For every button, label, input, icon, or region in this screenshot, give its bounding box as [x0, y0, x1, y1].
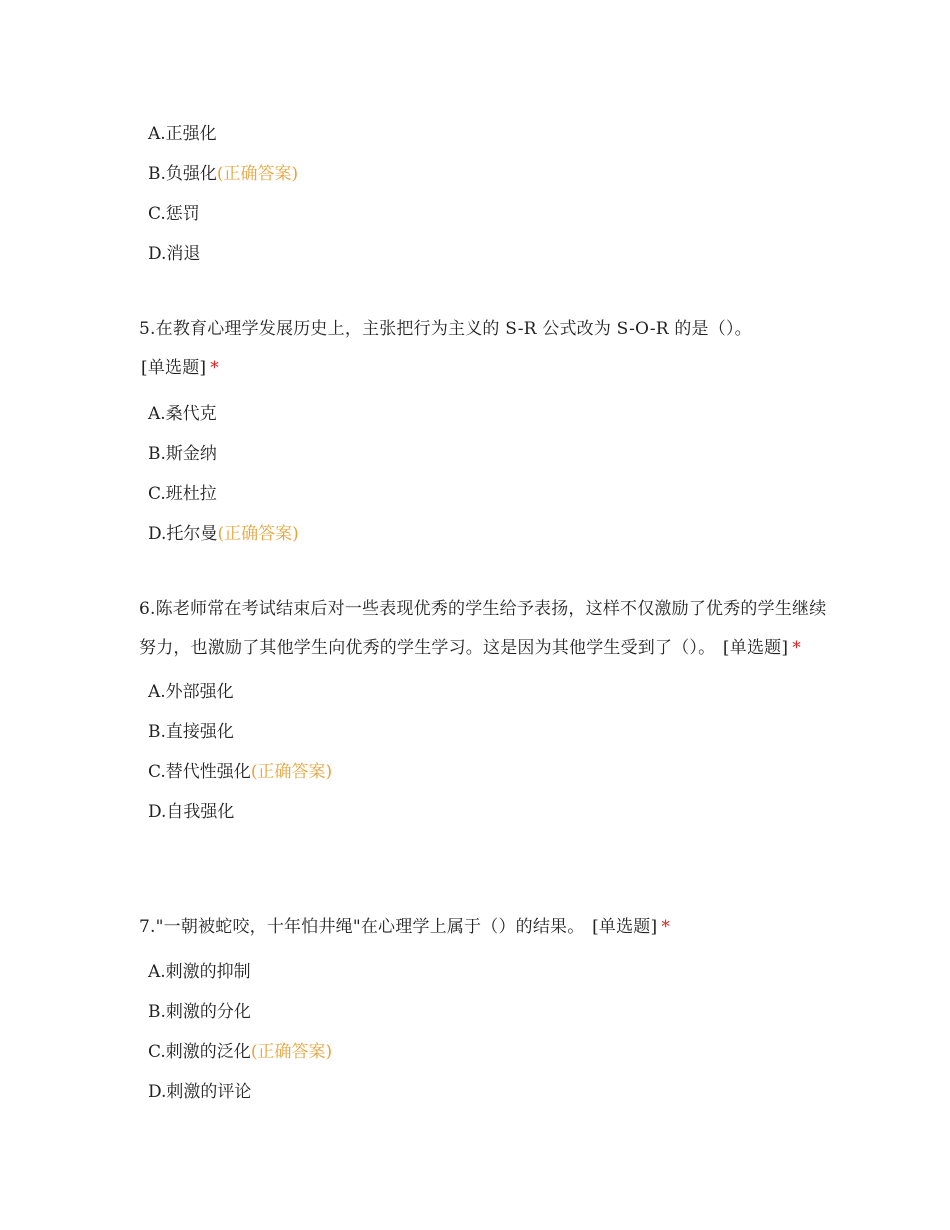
option-label: C.替代性强化 [148, 762, 251, 782]
option-label: C.惩罚 [148, 204, 200, 224]
option-c [0, 1032, 950, 1072]
question-7-title [139, 908, 829, 947]
option-a [0, 394, 950, 434]
required-mark: * [661, 917, 671, 937]
option-label: A.桑代克 [148, 404, 217, 424]
correct-answer-mark: (正确答案) [250, 1042, 333, 1062]
option-label: A.刺激的抑制 [148, 962, 251, 982]
question-type: [单选题] [141, 358, 207, 378]
question-5-title [139, 310, 829, 388]
option-label: A.外部强化 [148, 682, 234, 702]
question-5-block [0, 310, 950, 554]
option-a [0, 672, 950, 712]
option-list [0, 394, 950, 554]
question-type: [单选题] [592, 917, 658, 937]
option-d [0, 234, 950, 274]
option-label: B.直接强化 [148, 722, 234, 742]
required-mark: * [792, 638, 801, 658]
question-type: [单选题] [722, 638, 789, 658]
option-label: D.自我强化 [148, 802, 235, 822]
option-label: A.正强化 [148, 124, 217, 144]
option-label: B.刺激的分化 [148, 1002, 251, 1022]
option-a [0, 114, 950, 154]
required-mark: * [210, 358, 219, 378]
option-label: D.消退 [148, 244, 201, 264]
correct-answer-mark: (正确答案) [250, 762, 333, 782]
question-text: 7."一朝被蛇咬，十年怕井绳"在心理学上属于（）的结果。 [139, 917, 585, 937]
option-list [0, 114, 950, 274]
question-7-block [0, 908, 950, 1112]
option-label: D.托尔曼 [148, 524, 218, 544]
option-label: B.斯金纳 [148, 444, 217, 464]
correct-answer-mark: (正确答案) [217, 524, 299, 544]
option-c [0, 474, 950, 514]
option-a [0, 952, 950, 992]
option-label: B.负强化 [148, 164, 217, 184]
option-label: C.刺激的泛化 [148, 1042, 251, 1062]
option-d [0, 514, 950, 554]
option-b [0, 712, 950, 752]
question-4-options-block [0, 114, 950, 274]
option-list [0, 952, 950, 1112]
question-6-block [0, 590, 950, 832]
option-b [0, 992, 950, 1032]
option-label: D.刺激的评论 [148, 1082, 252, 1102]
option-c [0, 752, 950, 792]
option-list [0, 672, 950, 832]
option-c [0, 194, 950, 234]
correct-answer-mark: (正确答案) [216, 164, 299, 184]
option-b [0, 434, 950, 474]
question-text: 5.在教育心理学发展历史上，主张把行为主义的 S-R 公式改为 S-O-R 的是（）。 [139, 319, 752, 339]
option-d [0, 792, 950, 832]
option-d [0, 1072, 950, 1112]
question-text: 6.陈老师常在考试结束后对一些表现优秀的学生给予表扬，这样不仅激励了优秀的学生继续努力，也激励了其他学生向优秀的学生学习。这是因为其他学生受到了（）。 [139, 599, 827, 658]
option-b [0, 154, 950, 194]
option-label: C.班杜拉 [148, 484, 217, 504]
question-6-title [139, 590, 829, 668]
